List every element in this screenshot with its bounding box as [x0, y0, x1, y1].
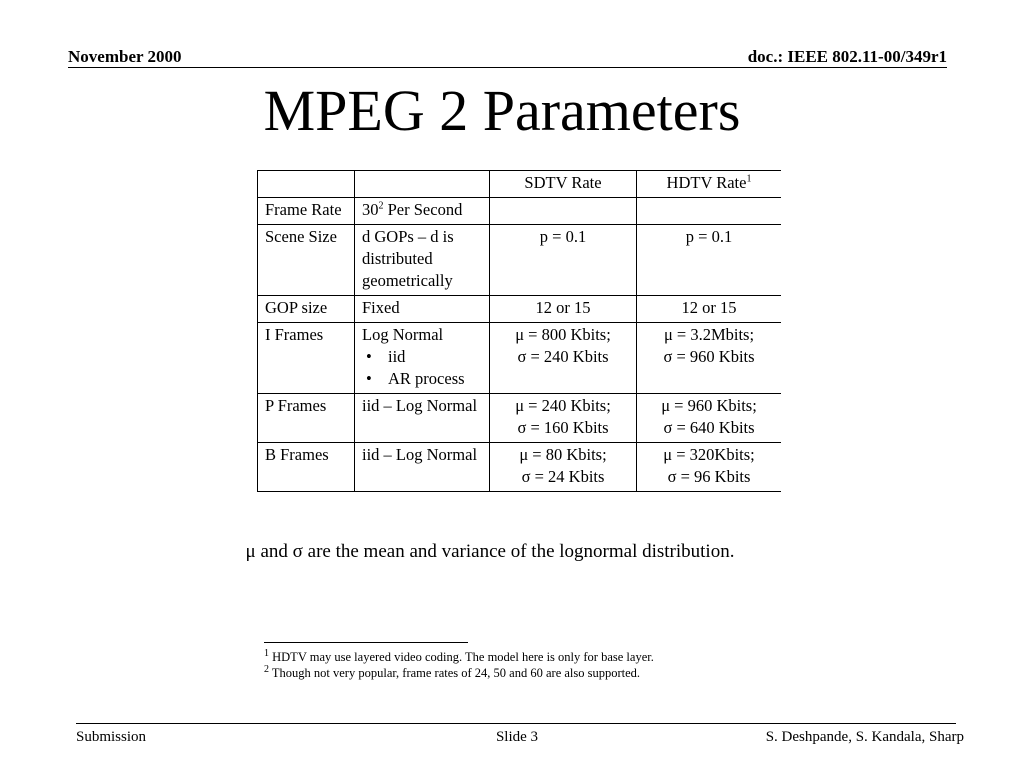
variance-value: σ = 240 Kbits	[517, 347, 609, 366]
hdtv-cell: 12 or 15	[637, 296, 782, 323]
table-header-row	[258, 171, 782, 198]
table-row	[258, 443, 782, 492]
sdtv-cell	[490, 323, 637, 394]
table-row	[258, 198, 782, 225]
sdtv-cell	[490, 394, 637, 443]
header-date: November 2000	[68, 47, 182, 66]
row-label: Scene Size	[258, 225, 355, 296]
hdtv-cell	[637, 443, 782, 492]
table-row	[258, 323, 782, 394]
hdtv-cell	[637, 198, 782, 225]
variance-value: σ = 640 Kbits	[663, 418, 755, 437]
mean-value: μ = 240 Kbits;	[515, 396, 611, 415]
row-description	[355, 198, 490, 225]
variance-value: σ = 24 Kbits	[521, 467, 605, 486]
header-divider	[68, 67, 947, 68]
mpeg2-parameters-table	[257, 170, 781, 492]
sdtv-cell	[490, 443, 637, 492]
header-cell-sdtv: SDTV Rate	[490, 171, 637, 198]
row-label: P Frames	[258, 394, 355, 443]
row-label: GOP size	[258, 296, 355, 323]
variance-value: σ = 960 Kbits	[663, 347, 755, 366]
mean-value: μ = 960 Kbits;	[661, 396, 757, 415]
slide-title: MPEG 2 Parameters	[263, 78, 741, 143]
bullet-item: • AR process	[362, 368, 482, 390]
row-description: Fixed	[355, 296, 490, 323]
footnote-text: Though not very popular, frame rates of 24, 50 and 60 are also supported.	[269, 666, 641, 680]
footnote-mark: 1	[264, 647, 269, 659]
footnote-1	[264, 647, 654, 665]
footnote-divider	[264, 642, 468, 643]
sdtv-cell: 12 or 15	[490, 296, 637, 323]
row-label: Frame Rate	[258, 198, 355, 225]
mean-value: μ = 320Kbits;	[663, 445, 755, 464]
row-description: d GOPs – d is distributed geometrically	[355, 225, 490, 296]
footer-authors: S. Deshpande, S. Kandala, Sharp	[765, 729, 964, 745]
footnote-mark: 2	[264, 663, 269, 675]
sdtv-cell	[490, 198, 637, 225]
mean-value: μ = 800 Kbits;	[515, 325, 611, 344]
row-label: I Frames	[258, 323, 355, 394]
hdtv-cell	[637, 394, 782, 443]
hdtv-cell	[637, 323, 782, 394]
mean-value: μ = 3.2Mbits;	[663, 325, 755, 344]
row-description: iid – Log Normal	[355, 394, 490, 443]
row-description: iid – Log Normal	[355, 443, 490, 492]
sdtv-cell: p = 0.1	[490, 225, 637, 296]
table-row	[258, 394, 782, 443]
variance-value: σ = 96 Kbits	[667, 467, 751, 486]
footnote-ref-2: 2	[378, 200, 384, 212]
header-cell-hdtv	[637, 171, 782, 198]
footnote-2	[264, 663, 641, 681]
footnote-ref-1: 1	[746, 173, 752, 185]
table-row	[258, 296, 782, 323]
header-cell-blank-2	[355, 171, 490, 198]
distribution-note: μ and σ are the mean and variance of the lognormal distribution.	[245, 541, 735, 562]
bullet-item: • iid	[362, 346, 482, 368]
footnote-text: HDTV may use layered video coding. The model here is only for base layer.	[269, 650, 654, 664]
footer-slide-number: Slide 3	[495, 729, 539, 745]
distribution-label: Log Normal	[362, 325, 444, 344]
row-description	[355, 323, 490, 394]
hdtv-cell: p = 0.1	[637, 225, 782, 296]
header-doc-id: doc.: IEEE 802.11-00/349r1	[747, 47, 947, 66]
frame-rate-value: 30	[362, 200, 379, 219]
frame-rate-unit: Per Second	[383, 200, 463, 219]
header-cell-blank-1	[258, 171, 355, 198]
bullet-list	[362, 346, 482, 390]
row-label: B Frames	[258, 443, 355, 492]
footer-submission: Submission	[76, 729, 147, 745]
mean-value: μ = 80 Kbits;	[519, 445, 607, 464]
hdtv-header-label: HDTV Rate	[666, 173, 747, 192]
variance-value: σ = 160 Kbits	[517, 418, 609, 437]
table-row	[258, 225, 782, 296]
footer-divider	[76, 723, 956, 724]
